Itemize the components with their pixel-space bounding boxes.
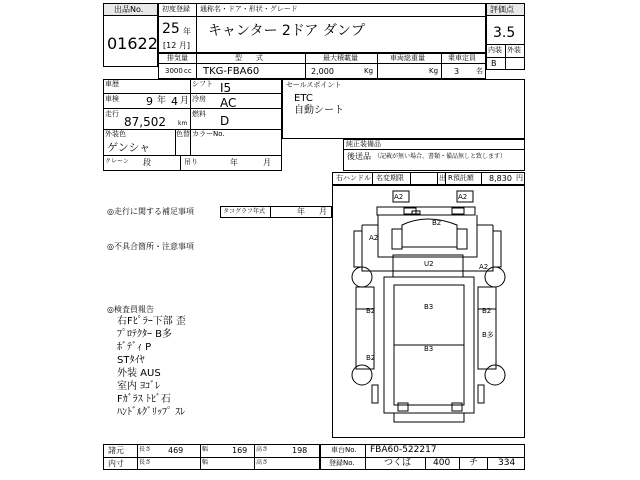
diagram-mark: A2 xyxy=(394,193,404,201)
inspection-label: 車検 xyxy=(105,95,119,103)
first-reg-month: [12 月] xyxy=(163,41,190,50)
width-label: 幅 xyxy=(202,446,209,453)
diagram-mark: B多 xyxy=(482,331,494,339)
cab-outline xyxy=(378,215,477,257)
r-unit: 円 xyxy=(516,174,523,182)
diagram-mark: A2 xyxy=(369,234,379,242)
plate-number: 334 xyxy=(498,458,516,468)
exterior-label: 外装 xyxy=(507,46,521,54)
defect-label: ◎不具合箇所・注意事項 xyxy=(107,242,194,251)
r-recycle-label: R預託額 xyxy=(448,174,474,182)
weight-unit: Kg xyxy=(429,67,439,75)
dimensions-label: 諸元 xyxy=(108,446,124,455)
inspector-line: 右Fﾋﾟﾗｰ下部 歪 xyxy=(117,316,186,327)
length-value: 469 xyxy=(168,446,184,455)
inspector-line: 室内 ﾖｺﾞﾚ xyxy=(117,381,161,392)
history-label: 車歴 xyxy=(105,80,119,88)
tacho-year-unit: 年 xyxy=(297,207,305,216)
shift-value: I5 xyxy=(220,81,232,95)
inspector-label: ◎検査員報告 xyxy=(107,305,154,314)
lot-number: 01622 xyxy=(107,34,158,53)
diagram-mark: B2 xyxy=(366,354,376,362)
name-label: 通称名・ドア・形状・グレード xyxy=(200,5,298,13)
crane-nen: 年 xyxy=(230,158,238,167)
payload-label: 最大積載量 xyxy=(323,54,358,62)
plate-label: 登録No. xyxy=(329,459,355,467)
chassis-label: 車台No. xyxy=(331,446,357,454)
displacement-value: 3000 xyxy=(165,67,183,75)
inspector-line: ﾌﾟﾛﾃｸﾀｰ B多 xyxy=(117,329,173,340)
sales-point-item: 自動シート xyxy=(294,105,344,116)
diagram-mark: B2 xyxy=(366,307,376,315)
plate-kana: チ xyxy=(469,458,479,468)
tacho-label: タコグラフ年式 xyxy=(223,208,266,215)
handle-value: 右ハンドル xyxy=(336,174,371,182)
payload-unit: Kg xyxy=(364,67,374,75)
truck-diagram xyxy=(332,185,525,438)
diagram-mark: B3 xyxy=(424,345,434,353)
name-value: キャンター 2ドア ダンプ xyxy=(208,23,365,39)
rear-right-wheel xyxy=(485,365,505,385)
inspector-line: ﾊﾝﾄﾞﾙｸﾞﾘｯﾌﾟ ｽﾚ xyxy=(117,407,186,418)
mileage-value: 87,502 xyxy=(124,115,166,129)
color-no-label: カラーNo. xyxy=(192,130,225,138)
r-recycle-value: 8,830 xyxy=(489,174,512,183)
left-door xyxy=(354,231,362,267)
inspector-line: STﾀｲﾔ xyxy=(117,355,145,366)
rear-bumper xyxy=(394,413,464,422)
width-label-inner: 幅 xyxy=(202,459,209,466)
length-label: 長さ xyxy=(139,446,152,453)
right-door xyxy=(493,231,501,267)
supplement-label: ◎走行に関する補足事項 xyxy=(107,207,194,216)
color-value: ゲンシャ xyxy=(107,141,151,154)
capacity-unit: 名 xyxy=(476,67,483,75)
crane-label: クレーン xyxy=(105,158,129,165)
diagram-mark: U2 xyxy=(424,260,434,268)
crane-tsuki: 月 xyxy=(263,158,271,167)
length-label-inner: 長さ xyxy=(139,459,152,466)
interior-label: 内装 xyxy=(488,46,502,54)
eval-value: 3.5 xyxy=(493,25,516,41)
lot-label: 出品No. xyxy=(114,5,144,14)
interior-value: B xyxy=(491,59,497,68)
plate-area: つくば xyxy=(384,458,412,468)
inspection-year-unit: 年 xyxy=(157,96,167,106)
interior-dim-label: 内寸 xyxy=(108,459,124,468)
meigi-label: 名変期限 xyxy=(376,174,404,182)
diagram-mark: B3 xyxy=(424,303,434,311)
first-reg-label: 初度登録 xyxy=(162,5,190,13)
plate-class: 400 xyxy=(433,458,451,468)
diagram-mark: B2 xyxy=(432,219,442,227)
fuel-label: 燃料 xyxy=(192,110,206,118)
width-value: 169 xyxy=(232,446,248,455)
genuine-label: 純正装備品 xyxy=(346,140,381,148)
tacho-month-unit: 月 xyxy=(319,207,327,216)
ac-label: 冷房 xyxy=(192,95,206,103)
height-label-inner: 高さ xyxy=(256,459,269,466)
crane-dan: 段 xyxy=(143,158,151,167)
rear-left-wheel xyxy=(352,365,372,385)
diagram-mark: A2 xyxy=(479,263,489,271)
mileage-label: 走行 xyxy=(105,110,119,118)
rear-note: （記載が無い場合、書類・備品無しと致します） xyxy=(374,153,507,160)
model-label: 型 式 xyxy=(235,54,263,62)
crane-tsuri: 吊り xyxy=(184,158,198,166)
capacity-label: 乗車定員 xyxy=(448,54,476,62)
windshield xyxy=(402,219,457,247)
height-label: 高さ xyxy=(256,446,269,453)
inspection-year: 9 xyxy=(146,95,153,108)
r-label: 出 xyxy=(439,174,446,182)
inspection-month: 4 xyxy=(171,95,178,108)
rear-label: 後送品 xyxy=(347,152,371,161)
diagram-mark: A2 xyxy=(458,193,468,201)
chassis-value: FBA60-522217 xyxy=(370,445,437,455)
mileage-unit: km xyxy=(178,120,188,127)
payload-value: 2,000 xyxy=(311,67,334,76)
diagram-mark: B2 xyxy=(482,307,492,315)
first-reg-year: 25 xyxy=(162,21,180,37)
inspection-month-unit: 月 xyxy=(180,96,190,106)
color-change-label: 色替 xyxy=(176,130,190,138)
year-unit: 年 xyxy=(183,27,191,36)
eval-label: 評価点 xyxy=(490,5,514,14)
fuel-value: D xyxy=(220,114,230,128)
displacement-unit: cc xyxy=(184,67,192,75)
capacity-value: 3 xyxy=(454,67,460,76)
height-value: 198 xyxy=(292,446,308,455)
color-label: 外装色 xyxy=(105,130,126,138)
inspector-line: 外装 AUS xyxy=(117,368,161,379)
right-side-panel xyxy=(478,309,496,369)
ac-value: AC xyxy=(220,96,237,110)
shift-label: シフト xyxy=(192,80,213,88)
sales-points-label: セールスポイント xyxy=(286,81,342,89)
inspector-line: ﾎﾞﾃﾞｨ P xyxy=(117,342,152,353)
inspector-line: Fｶﾞﾗｽ ﾄﾋﾞ石 xyxy=(117,394,171,405)
weight-label: 車両総重量 xyxy=(390,54,425,62)
displacement-label: 排気量 xyxy=(167,54,188,62)
sales-point-item: ETC xyxy=(294,93,313,104)
model-value: TKG-FBA60 xyxy=(203,66,260,77)
